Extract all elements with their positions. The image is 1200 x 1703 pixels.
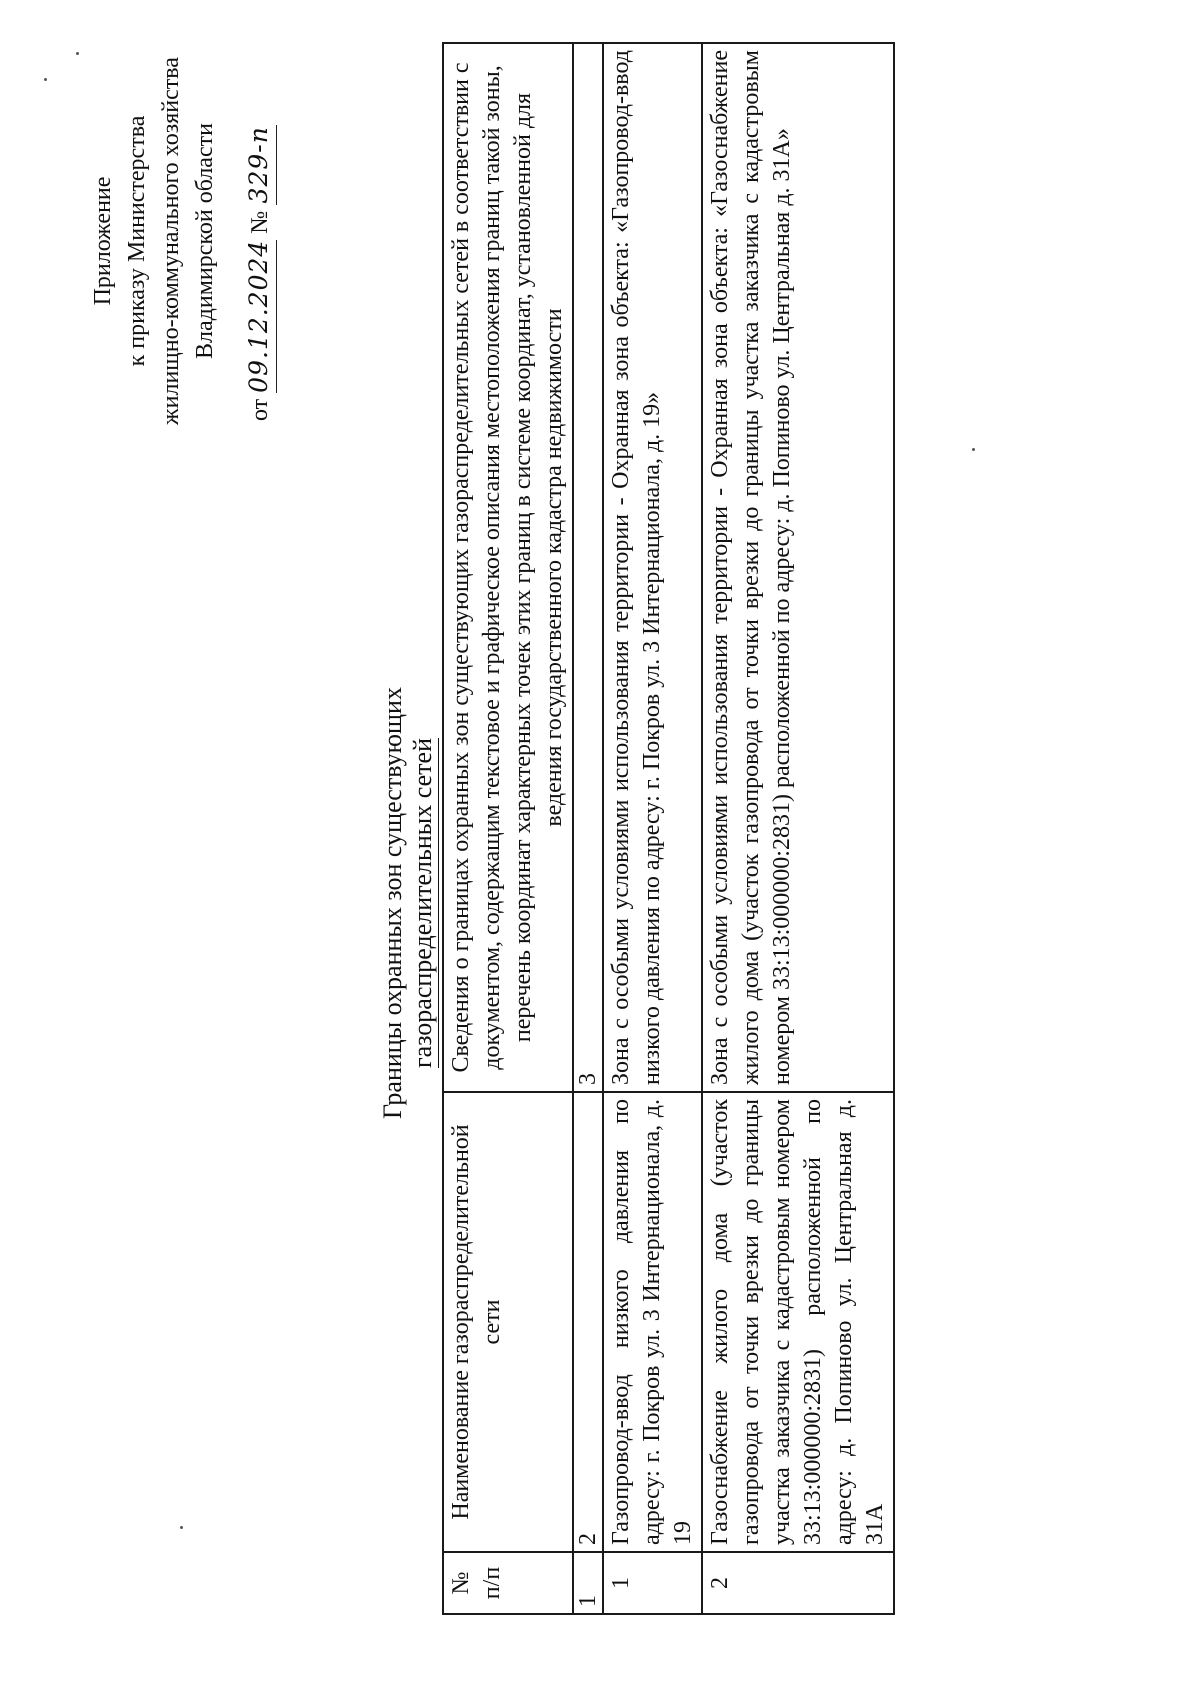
header-zone-info: Сведения о границах охранных зон существующих газораспределительных сетей в соответствии с документом, содержащим текстовое и графическое описания местоположения границ такой зоны, перечень координат характерных точек этих границ в системе координат, установленной для ведения государственного кадастра недвижимости — [443, 43, 573, 1092]
table-row — [702, 43, 894, 1614]
order-date-number — [242, 31, 277, 451]
approval-line: жилищно-коммунального хозяйства — [158, 57, 184, 425]
title-line-1: Границы охранных зон существующих — [378, 687, 407, 1119]
approval-line: Владимирской области — [192, 123, 218, 359]
network-name: Газоснабжение жилого дома (участок газопровода от точки врезки до границы участка заказчика с кадастровым номером 33:13:000000:2831) расположенной по адресу: д. Попиново ул. Центральная д. 31А — [702, 1092, 894, 1552]
table-header-row — [443, 43, 573, 1614]
scan-speck — [44, 78, 47, 81]
zone-description: Зона с особыми условиями использования территории - Охранная зона объекта: «Газоснабжение жилого дома (участок газопровода от точки врезки до границы участка заказчика с кадастровым номером 33:13:000000:2831) расположенной по адресу: д. Попиново ул. Центральная д. 31А» — [702, 43, 894, 1092]
row-number: 2 — [702, 1552, 894, 1614]
number-label: № — [247, 210, 273, 234]
column-number: 3 — [573, 43, 603, 1092]
scan-speck — [180, 1526, 183, 1529]
header-number: № п/п — [443, 1552, 573, 1614]
header-network-name: Наименование газораспределительной сети — [443, 1092, 573, 1552]
approval-line: Приложение — [90, 176, 116, 306]
table-row — [603, 43, 702, 1614]
handwritten-number: 329-п — [242, 125, 277, 205]
handwritten-date: 09.12.2024 — [242, 240, 277, 393]
from-label: от — [247, 398, 273, 421]
title-line-2: газораспределительных сетей — [408, 738, 437, 1069]
approval-block — [86, 31, 277, 451]
scan-speck — [76, 52, 79, 55]
column-number-row — [573, 43, 603, 1614]
row-number: 1 — [603, 1552, 702, 1614]
column-number: 1 — [573, 1552, 603, 1614]
network-name: Газопровод-ввод низкого давления по адресу: г. Покров ул. 3 Интернационала, д. 19 — [603, 1092, 702, 1552]
approval-line: к приказу Министерства — [124, 115, 150, 367]
protection-zones-table — [442, 42, 895, 1615]
zone-description: Зона с особыми условиями использования территории - Охранная зона объекта: «Газопровод-ввод низкого давления по адресу: г. Покров ул. 3 Интернационала, д. 19» — [603, 43, 702, 1092]
document-title — [378, 493, 439, 1313]
column-number: 2 — [573, 1092, 603, 1552]
scan-speck — [972, 448, 975, 451]
